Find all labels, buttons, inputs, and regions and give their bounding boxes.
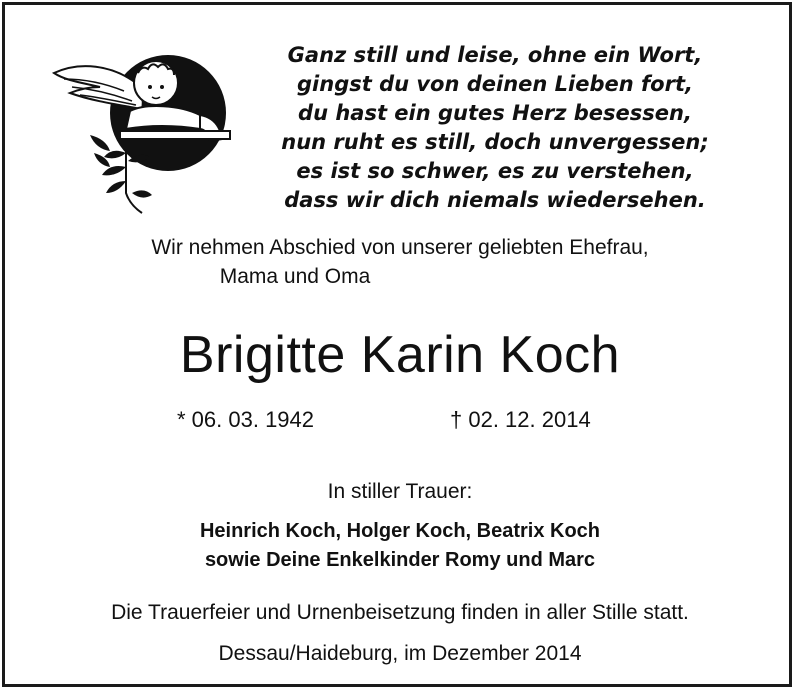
- family-line: Heinrich Koch, Holger Koch, Beatrix Koch: [199, 520, 601, 542]
- service-notice: Die Trauerfeier und Urnenbeisetzung finden in aller Stille statt.: [111, 601, 689, 624]
- obituary-notice: [2, 2, 792, 687]
- poem-line: nun ruht es still, doch unvergessen;: [281, 130, 709, 154]
- intro-line: Mama und Oma: [219, 265, 371, 288]
- poem-line: dass wir dich niemals wiedersehen.: [284, 188, 706, 212]
- memorial-poem: [270, 41, 720, 215]
- poem-line: du hast ein gutes Herz besessen,: [298, 101, 692, 125]
- deceased-name: Brigitte Karin Koch: [179, 326, 621, 384]
- poem-line: gingst du von deinen Lieben fort,: [297, 72, 693, 96]
- birth-date: * 06. 03. 1942: [177, 407, 315, 432]
- angel-illustration-icon: [50, 43, 235, 218]
- mourning-heading: In stiller Trauer:: [327, 480, 473, 503]
- family-signatures: [5, 517, 795, 575]
- poem-line: es ist so schwer, es zu verstehen,: [296, 159, 694, 183]
- place-date: Dessau/Haideburg, im Dezember 2014: [218, 642, 582, 665]
- death-date: † 02. 12. 2014: [450, 407, 591, 432]
- poem-line: Ganz still und leise, ohne ein Wort,: [287, 43, 703, 67]
- intro-line: Wir nehmen Abschied von unserer geliebten Ehefrau,: [151, 236, 649, 259]
- family-line: sowie Deine Enkelkinder Romy und Marc: [204, 549, 596, 571]
- farewell-intro: [5, 233, 795, 291]
